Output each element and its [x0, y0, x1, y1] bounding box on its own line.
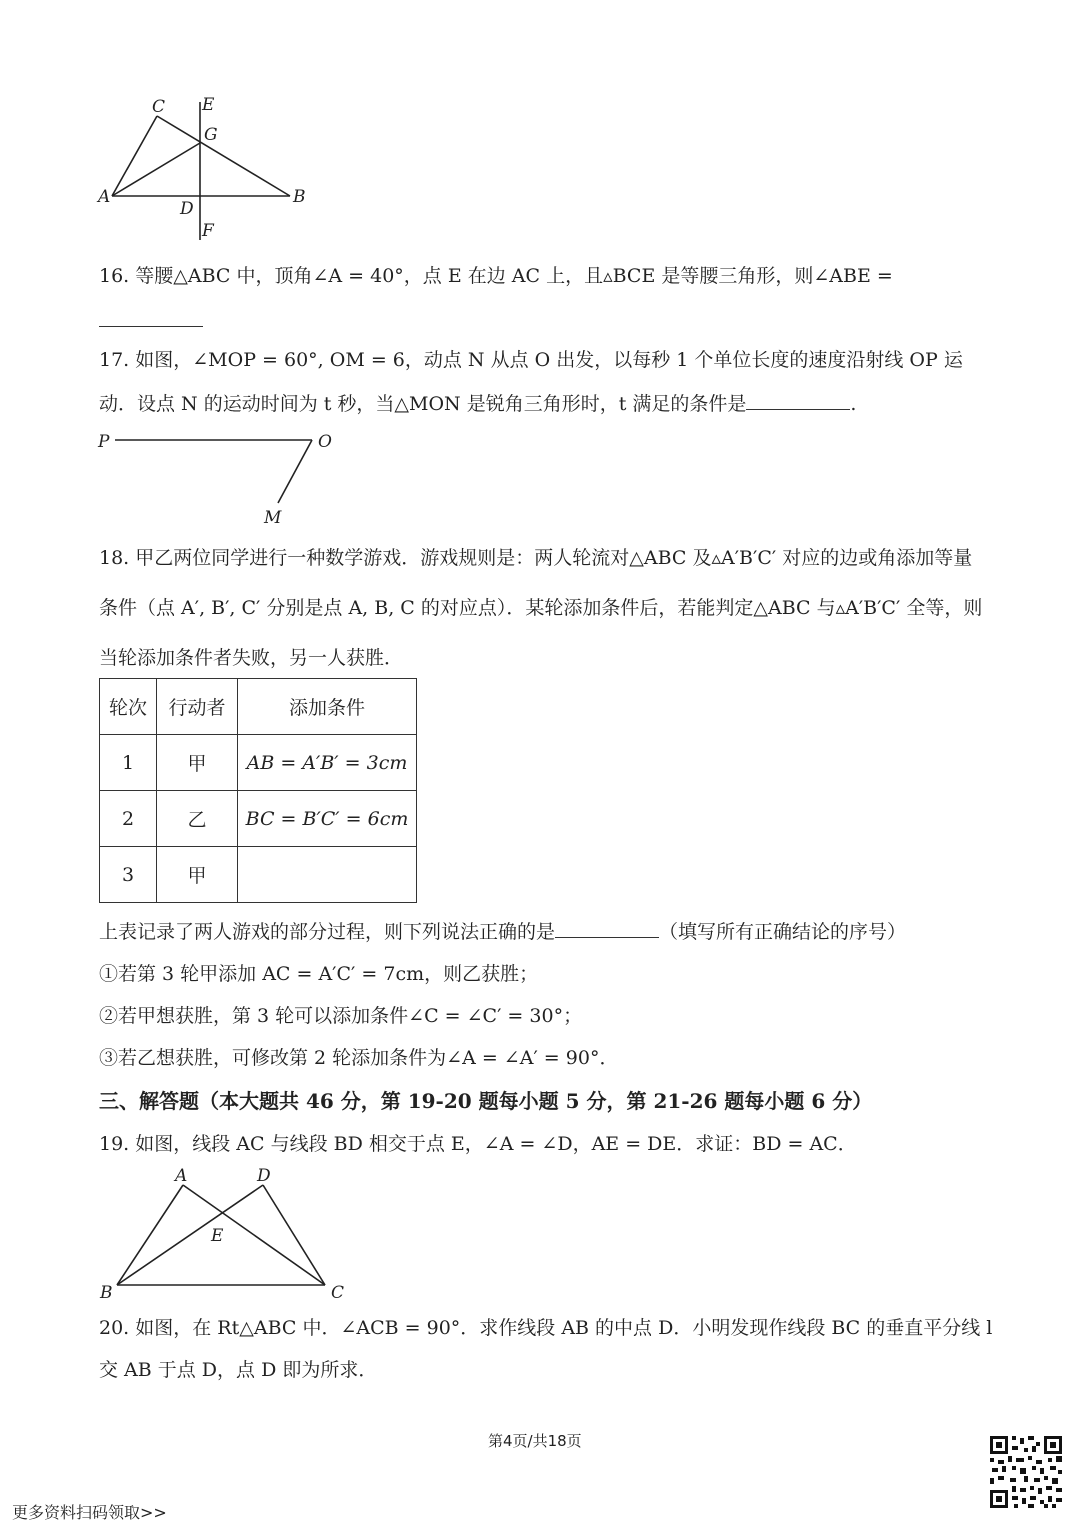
cell-condition: BC = B′C′ = 6cm: [238, 791, 417, 847]
figure-q15: [90, 90, 320, 245]
question-17-line1: 17. 如图，∠MOP = 60°, OM = 6，动点 N 从点 O 出发，以每秒 1 个单位长度的速度沿射线 OP 运: [99, 349, 963, 371]
question-18-prompt: [99, 918, 906, 946]
question-18-line2: 条件（点 A′, B′, C′ 分别是点 A, B, C 的对应点）．某轮添加条件后，若能判定△ABC 与▵A′B′C′ 全等，则: [99, 597, 983, 619]
cell-round: 3: [100, 847, 157, 903]
label-P: P: [98, 432, 110, 452]
table-row: [100, 847, 417, 903]
option-1: ①若第 3 轮甲添加 AC = A′C′ = 7cm，则乙获胜；: [99, 963, 539, 985]
label-G: G: [204, 125, 218, 145]
figure-q19: [95, 1160, 355, 1310]
question-16: 16. 等腰△ABC 中，顶角∠A = 40°，点 E 在边 AC 上，且▵BCE 是等腰三角形，则∠ABE =: [99, 265, 893, 287]
label-B: B: [293, 187, 306, 207]
label-D: D: [257, 1166, 271, 1186]
table-row: [100, 735, 417, 791]
question-20-line2: 交 AB 于点 D，点 D 即为所求．: [99, 1359, 378, 1381]
question-20-line1: 20. 如图，在 Rt△ABC 中．∠ACB = 90°．求作线段 AB 的中点 D．小明发现作线段 BC 的垂直平分线 l: [99, 1317, 993, 1339]
cell-actor: 甲: [157, 735, 238, 791]
cell-actor: 乙: [157, 791, 238, 847]
option-3: ③若乙想获胜，可修改第 2 轮添加条件为∠A = ∠A′ = 90°．: [99, 1047, 619, 1069]
cell-round: 1: [100, 735, 157, 791]
question-18-prompt-text: 上表记录了两人游戏的部分过程，则下列说法正确的是: [99, 921, 556, 943]
question-17-text: 动．设点 N 的运动时间为 t 秒，当△MON 是锐角三角形时，t 满足的条件是: [99, 393, 747, 415]
promo-text[interactable]: 更多资料扫码领取>>: [12, 1503, 167, 1522]
question-18-line1: 18. 甲乙两位同学进行一种数学游戏．游戏规则是：两人轮流对△ABC 及▵A′B′C′ 对应的边或角添加等量: [99, 547, 973, 569]
header-actor: 行动者: [157, 679, 238, 735]
question-18-prompt-end: （填写所有正确结论的序号）: [659, 921, 907, 943]
option-2: ②若甲想获胜，第 3 轮可以添加条件∠C = ∠C′ = 30°；: [99, 1005, 583, 1027]
header-round: 轮次: [100, 679, 157, 735]
answer-blank-17[interactable]: [746, 391, 850, 410]
label-D: D: [180, 199, 194, 219]
label-C: C: [152, 97, 166, 117]
label-B: B: [100, 1283, 113, 1303]
cell-actor: 甲: [157, 847, 238, 903]
question-17-end: .: [850, 393, 857, 415]
page-number: 第4页/共18页: [488, 1432, 582, 1450]
cell-condition[interactable]: [238, 847, 417, 903]
answer-blank-18[interactable]: [555, 919, 659, 938]
question-18-line3: 当轮添加条件者失败，另一人获胜．: [99, 647, 404, 669]
label-M: M: [264, 508, 282, 528]
question-19: 19. 如图，线段 AC 与线段 BD 相交于点 E，∠A = ∠D，AE = DE．求证：BD = AC．: [99, 1133, 857, 1155]
cell-condition: AB = A′B′ = 3cm: [238, 735, 417, 791]
label-C: C: [331, 1283, 345, 1303]
label-A: A: [175, 1166, 188, 1186]
label-E: E: [211, 1226, 224, 1246]
label-A: A: [98, 187, 111, 207]
header-condition: 添加条件: [238, 679, 417, 735]
table-header-row: [100, 679, 417, 735]
qr-code-icon[interactable]: [988, 1434, 1064, 1510]
label-E: E: [202, 95, 215, 115]
label-F: F: [202, 221, 214, 241]
answer-blank-16[interactable]: [99, 308, 203, 327]
figure-q17: [90, 425, 350, 530]
game-table: [99, 678, 417, 903]
cell-round: 2: [100, 791, 157, 847]
section-heading: 三、解答题（本大题共 46 分，第 19-20 题每小题 5 分，第 21-26 题每小题 6 分）: [99, 1089, 873, 1113]
table-row: [100, 791, 417, 847]
question-17-line2: [99, 390, 856, 418]
label-O: O: [318, 432, 332, 452]
